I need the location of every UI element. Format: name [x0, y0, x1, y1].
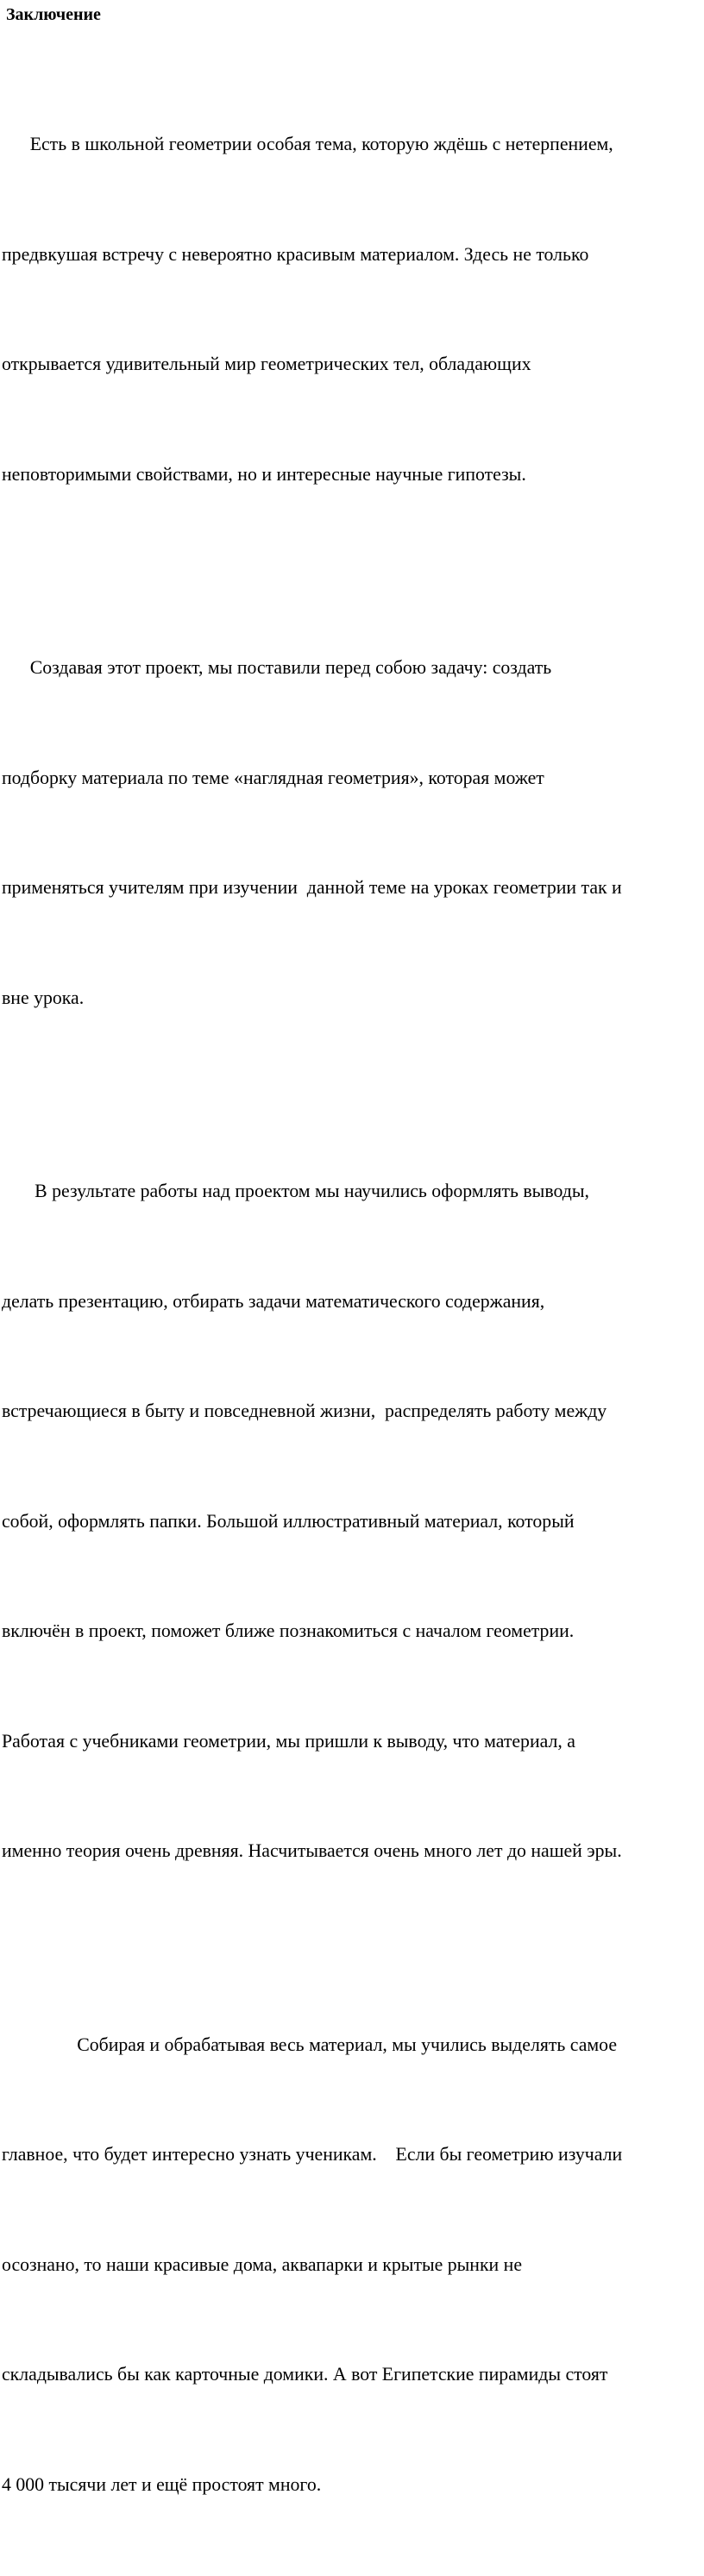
paragraph-line: Собирая и обрабатывая весь материал, мы учились выделять самое: [2, 2027, 701, 2064]
paragraph-line: неповторимыми свойствами, но и интересные научные гипотезы.: [2, 456, 701, 493]
paragraph-line: делать презентацию, отбирать задачи математического содержания,: [2, 1283, 701, 1320]
paragraph-line: именно теория очень древняя. Насчитывается очень много лет до нашей эры.: [2, 1833, 701, 1870]
paragraph-line: применяться учителям при изучении данной теме на уроках геометрии так и: [2, 869, 701, 906]
document-page: [0, 0, 704, 1099]
paragraph-line: подборку материала по теме «наглядная геометрия», которая может: [2, 760, 701, 797]
paragraph-line: главное, что будет интересно узнать ученикам. Если бы геометрию изучали: [2, 2136, 701, 2173]
paragraph-line: осознано, то наши красивые дома, аквапарки и крытые рынки не: [2, 2247, 701, 2284]
paragraph-line: 4 000 тысячи лет и ещё простоят много.: [2, 2466, 701, 2504]
paragraph-line: собой, оформлять папки. Большой иллюстративный материал, который: [2, 1503, 701, 1540]
paragraph-line: встречающиеся в быту и повседневной жизни, распределять работу между: [2, 1393, 701, 1430]
paragraph-1: [2, 53, 701, 566]
paragraph-line: складывались бы как карточные домики. А вот Египетские пирамиды стоят: [2, 2356, 701, 2393]
paragraph-2: [2, 576, 701, 1089]
paragraph-line: Работая с учебниками геометрии, мы пришли к выводу, что материал, а: [2, 1723, 701, 1760]
paragraph-line: вне урока.: [2, 980, 701, 1017]
paragraph-4: [2, 1953, 701, 2576]
paragraph-line: открывается удивительный мир геометрических тел, обладающих: [2, 346, 701, 383]
paragraph-line: Создавая этот проект, мы поставили перед собою задачу: создать: [2, 649, 701, 686]
paragraph-3: [2, 1100, 701, 1943]
paragraph-line: Есть в школьной геометрии особая тема, которую ждёшь с нетерпением,: [2, 126, 701, 163]
document-heading: Заключение: [2, 0, 701, 26]
paragraph-line: включён в проект, поможет ближе познакомиться с началом геометрии.: [2, 1613, 701, 1650]
paragraph-line: В результате работы над проектом мы научились оформлять выводы,: [2, 1173, 701, 1210]
paragraph-line: предвкушая встречу с невероятно красивым материалом. Здесь не только: [2, 236, 701, 273]
